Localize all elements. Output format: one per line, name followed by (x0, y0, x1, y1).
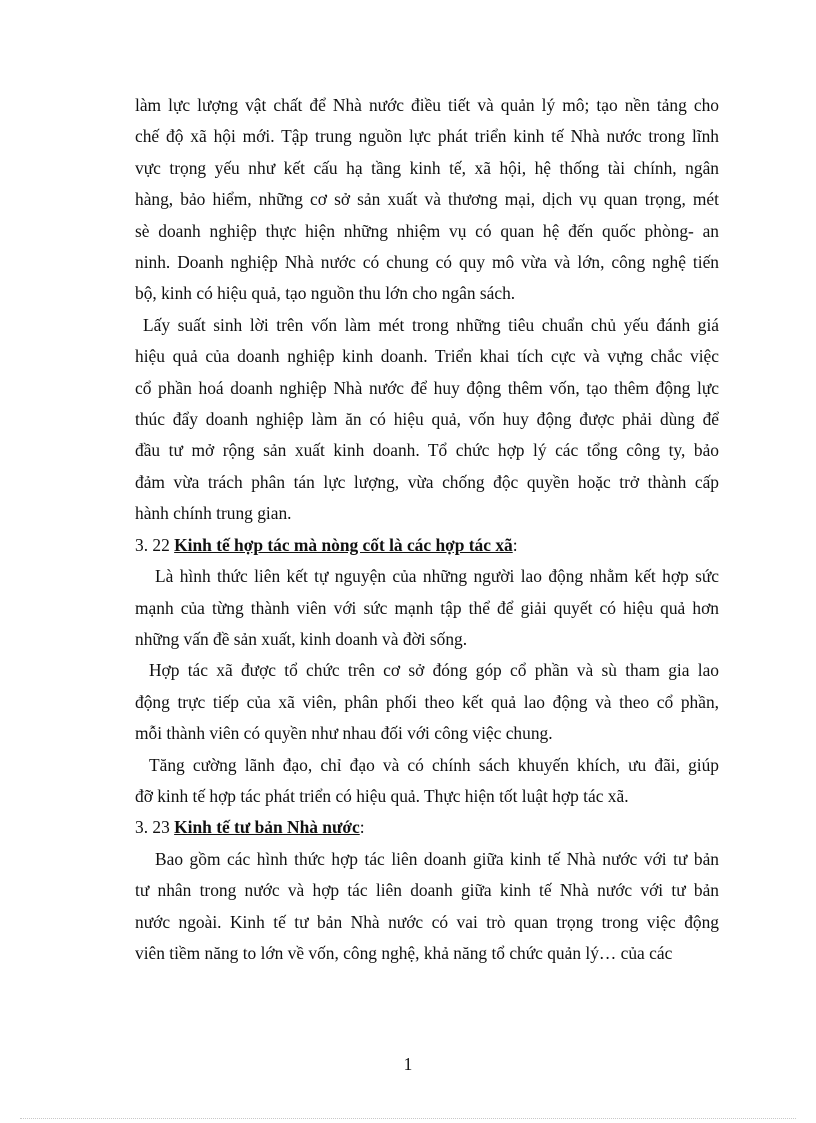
text-line: Tăng cường lãnh đạo, chỉ đạo và có chính sách khuyến khích, ưu đãi, giúp (149, 754, 719, 775)
text-line: ninh. Doanh nghiệp Nhà nước có chung có quy mô vừa và lớn, công nghệ tiến (135, 252, 719, 273)
paragraph-cooperative-support (135, 750, 719, 813)
section-suffix: : (512, 534, 518, 555)
document-body (135, 90, 719, 969)
paragraph-profit-criteria (135, 310, 719, 530)
text-line: đỡ kinh tế hợp tác phát triển có hiệu quả. Thực hiện tốt luật hợp tác xã. (135, 785, 629, 806)
text-line: Là hình thức liên kết tự nguyện của những người lao động nhằm kết hợp sức (155, 566, 719, 587)
text-line: Bao gồm các hình thức hợp tác liên doanh giữa kinh tế Nhà nước với tư bản (155, 848, 719, 869)
section-heading-3-22 (135, 530, 719, 561)
section-number: 3. 23 (135, 817, 170, 838)
section-number: 3. 22 (135, 534, 170, 555)
text-line: cổ phần hoá doanh nghiệp Nhà nước để huy động thêm vốn, tạo thêm động lực (135, 377, 719, 398)
text-line: bộ, kinh có hiệu quả, tạo nguồn thu lớn cho ngân sách. (135, 283, 516, 304)
section-heading-3-23 (135, 812, 719, 843)
page-number: 1 (403, 1054, 413, 1074)
text-line: vực trọng yếu như kết cấu hạ tầng kinh tế, xã hội, hệ thống tài chính, ngân (135, 157, 719, 178)
text-line: thúc đẩy doanh nghiệp làm ăn có hiệu quả, vốn huy động được phải dùng để (135, 409, 719, 430)
text-line: động trực tiếp của xã viên, phân phối theo kết quả lao động và theo cổ phần, (135, 691, 719, 712)
text-line: hàng, bảo hiểm, những cơ sở sản xuất và thương mại, dịch vụ quan trọng, mét (135, 189, 719, 210)
paragraph-cooperative-definition (135, 561, 719, 655)
text-line: hành chính trung gian. (135, 503, 292, 524)
text-line: Hợp tác xã được tổ chức trên cơ sở đóng góp cổ phần và sù tham gia lao (149, 660, 719, 681)
text-line: tư nhân trong nước và hợp tác liên doanh giữa kinh tế Nhà nước với tư bản (135, 880, 719, 901)
text-line: hiệu quả của doanh nghiệp kinh doanh. Triển khai tích cực và vựng chắc việc (135, 346, 719, 367)
text-line: những vấn đề sản xuất, kinh doanh và đời sống. (135, 628, 468, 649)
section-title: Kinh tế hợp tác mà nòng cốt là các hợp tác xã (174, 534, 513, 555)
paragraph-state-economy (135, 90, 719, 310)
text-line: đảm vừa trách phân tán lực lượng, vừa chống độc quyền hoặc trở thành cấp (135, 471, 719, 492)
text-line: nước ngoài. Kinh tế tư bản Nhà nước có vai trò quan trọng trong việc động (135, 911, 719, 932)
paragraph-cooperative-organization (135, 655, 719, 749)
page-bottom-divider (20, 1118, 796, 1119)
paragraph-state-capitalism (135, 844, 719, 970)
text-line: Lấy suất sinh lời trên vốn làm mét trong những tiêu chuẩn chủ yếu đánh giá (143, 314, 719, 335)
text-line: chế độ xã hội mới. Tập trung nguồn lực phát triển kinh tế Nhà nước trong lĩnh (135, 126, 719, 147)
text-line: đầu tư mở rộng sản xuất kinh doanh. Tổ chức hợp lý các tổng công ty, bảo (135, 440, 719, 461)
text-line: mỗi thành viên có quyền như nhau đối với công việc chung. (135, 723, 553, 744)
text-line: sè doanh nghiệp thực hiện những nhiệm vụ có quan hệ đến quốc phòng- an (135, 220, 719, 241)
text-line: mạnh của từng thành viên với sức mạnh tập thể để giải quyết có hiệu quả hơn (135, 597, 719, 618)
text-line: viên tiềm năng to lớn về vốn, công nghệ, khả năng tổ chức quản lý… của các (135, 942, 673, 963)
section-title: Kinh tế tư bản Nhà nước (174, 817, 360, 838)
text-line: làm lực lượng vật chất để Nhà nước điều tiết và quản lý mô; tạo nền tảng cho (135, 95, 719, 115)
section-suffix: : (359, 817, 365, 838)
